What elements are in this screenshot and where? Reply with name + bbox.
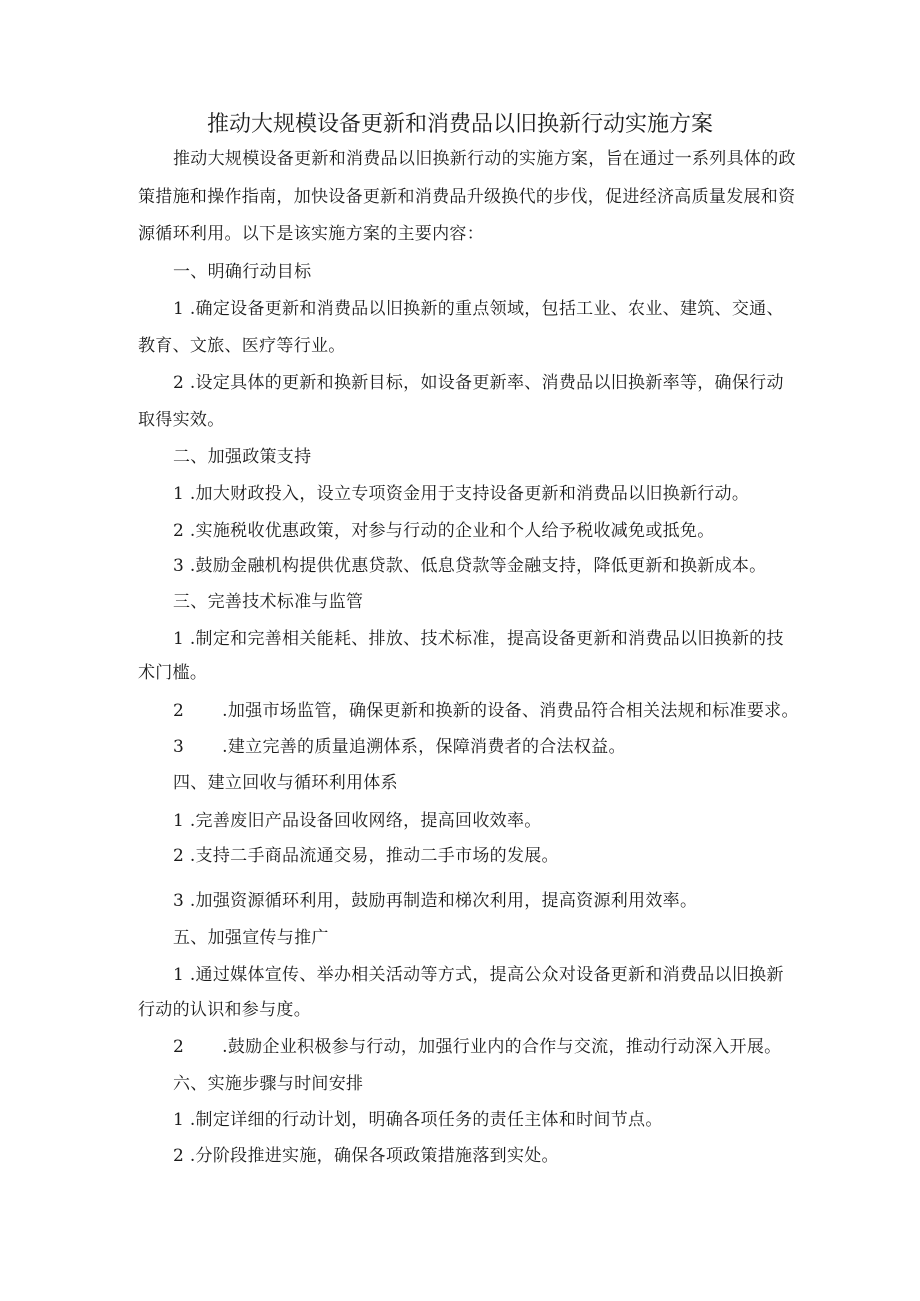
document-title: 推动大规模设备更新和消费品以旧换新行动实施方案 [206, 112, 713, 137]
item-text: 完善废旧产品设备回收网络，提高回收效率。 [195, 811, 542, 831]
list-item [173, 370, 784, 396]
section-heading: 一、明确行动目标 [173, 262, 312, 282]
item-text: 加强市场监管，确保更新和换新的设备、消费品符合相关法规和标准要求。 [227, 701, 799, 721]
list-item [173, 553, 766, 579]
item-separator: . [184, 373, 196, 393]
item-number: 1 [173, 299, 185, 319]
item-number: 2 [173, 1037, 185, 1057]
item-number: 2 [173, 373, 185, 393]
item-number: 1 [173, 965, 185, 985]
item-number: 3 [173, 737, 185, 757]
item-continuation: 术门槛。 [138, 663, 208, 683]
item-text: 制定详细的行动计划，明确各项任务的责任主体和时间节点。 [195, 1110, 663, 1130]
list-item [173, 888, 697, 914]
section-heading: 六、实施步骤与时间安排 [173, 1074, 364, 1094]
list-item [173, 1143, 559, 1169]
intro-line: 策措施和操作指南，加快设备更新和消费品升级换代的步伐，促进经济高质量发展和资 [138, 187, 796, 207]
list-item [173, 698, 799, 724]
item-separator: . [184, 811, 196, 831]
item-number: 3 [173, 891, 185, 911]
list-item [173, 808, 542, 834]
item-text: 设定具体的更新和换新目标，如设备更新率、消费品以旧换新率等，确保行动 [195, 373, 784, 393]
item-number: 2 [173, 521, 185, 541]
item-separator: . [184, 965, 196, 985]
item-number: 1 [173, 484, 185, 504]
item-separator: . [184, 299, 196, 319]
item-separator: . [222, 1037, 228, 1057]
item-number: 2 [173, 846, 185, 866]
item-separator: . [184, 484, 196, 504]
intro-line: 推动大规模设备更新和消费品以旧换新行动的实施方案，旨在通过一系列具体的政 [173, 149, 796, 169]
item-number: 1 [173, 811, 185, 831]
item-separator: . [184, 556, 196, 576]
item-text: 制定和完善相关能耗、排放、技术标准，提高设备更新和消费品以旧换新的技 [195, 629, 784, 649]
item-text: 建立完善的质量追溯体系，保障消费者的合法权益。 [227, 737, 626, 757]
list-item [173, 843, 559, 869]
list-item [173, 1107, 663, 1133]
item-continuation: 行动的认识和参与度。 [138, 1000, 311, 1020]
item-number: 2 [173, 701, 185, 721]
list-item [173, 296, 784, 322]
item-text: 加强资源循环利用，鼓励再制造和梯次利用，提高资源利用效率。 [195, 891, 698, 911]
list-item [173, 518, 715, 544]
item-text: 通过媒体宣传、举办相关活动等方式，提高公众对设备更新和消费品以旧换新 [195, 965, 784, 985]
item-separator: . [222, 701, 228, 721]
item-separator: . [184, 1110, 196, 1130]
list-item [173, 962, 784, 988]
item-text: 分阶段推进实施，确保各项政策措施落到实处。 [195, 1146, 559, 1166]
section-heading: 五、加强宣传与推广 [173, 928, 329, 948]
item-continuation: 教育、文旅、医疗等行业。 [138, 336, 346, 356]
item-number: 3 [173, 556, 185, 576]
item-separator: . [184, 629, 196, 649]
item-number: 2 [173, 1146, 185, 1166]
item-text: 加大财政投入，设立专项资金用于支持设备更新和消费品以旧换新行动。 [195, 484, 750, 504]
item-number: 1 [173, 629, 185, 649]
section-heading: 二、加强政策支持 [173, 447, 312, 467]
item-separator: . [184, 521, 196, 541]
list-item [173, 626, 784, 652]
item-separator: . [184, 891, 196, 911]
item-number: 1 [173, 1110, 185, 1130]
section-heading: 四、建立回收与循环利用体系 [173, 773, 398, 793]
item-text: 确定设备更新和消费品以旧换新的重点领域，包括工业、农业、建筑、交通、 [195, 299, 784, 319]
item-separator: . [184, 1146, 196, 1166]
item-text: 鼓励金融机构提供优惠贷款、低息贷款等金融支持，降低更新和换新成本。 [195, 556, 767, 576]
item-continuation: 取得实效。 [138, 410, 225, 430]
item-text: 鼓励企业积极参与行动，加强行业内的合作与交流，推动行动深入开展。 [227, 1037, 782, 1057]
list-item [173, 734, 626, 760]
intro-line: 源循环利用。以下是该实施方案的主要内容： [138, 224, 484, 244]
item-text: 实施税收优惠政策，对参与行动的企业和个人给予税收减免或抵免。 [195, 521, 715, 541]
section-heading: 三、完善技术标准与监管 [173, 592, 364, 612]
list-item [173, 481, 749, 507]
item-separator: . [184, 846, 196, 866]
item-text: 支持二手商品流通交易，推动二手市场的发展。 [195, 846, 559, 866]
list-item [173, 1034, 781, 1060]
item-separator: . [222, 737, 228, 757]
